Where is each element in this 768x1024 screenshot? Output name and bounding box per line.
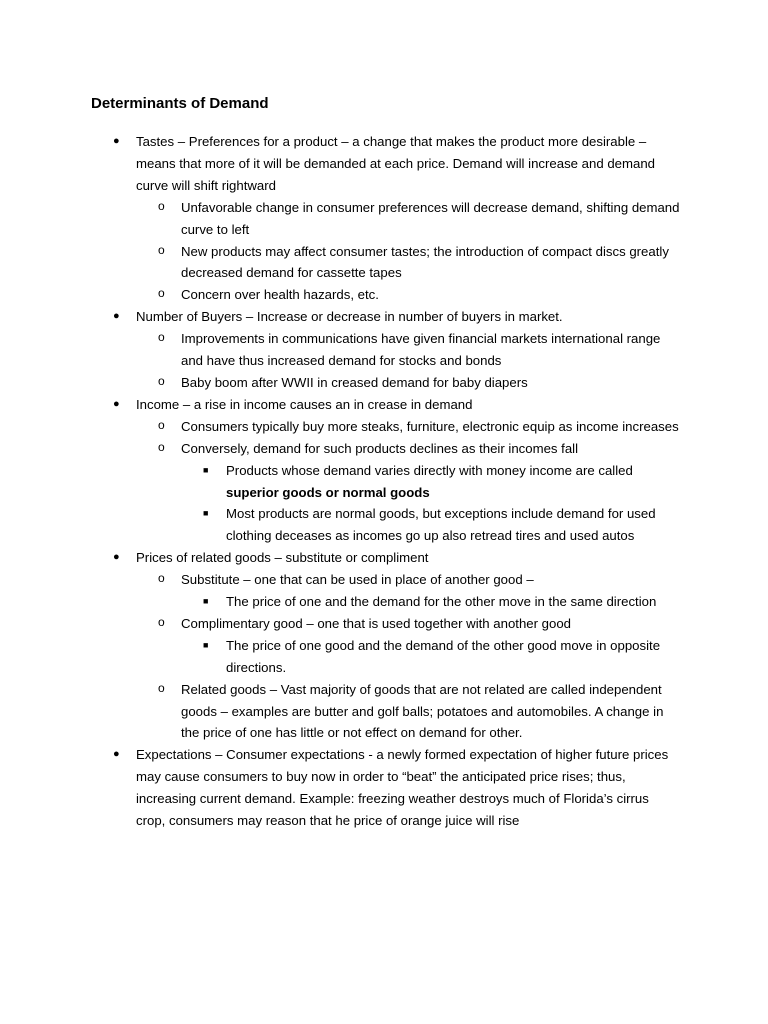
circle-bullet-icon: o bbox=[158, 198, 165, 213]
square-bullet-icon: ■ bbox=[203, 639, 209, 650]
sub-sub-list-item bbox=[203, 503, 681, 547]
sub-list bbox=[158, 197, 681, 307]
bullet-icon: ● bbox=[113, 551, 120, 564]
sub-list-item-text: Baby boom after WWII in creased demand for baby diapers bbox=[181, 374, 528, 390]
bullet-icon: ● bbox=[113, 310, 120, 323]
sub-sub-list-item bbox=[203, 460, 681, 504]
sub-sub-list bbox=[203, 460, 681, 548]
sub-list-item bbox=[158, 613, 681, 679]
sub-sub-list-item bbox=[203, 635, 681, 679]
sub-list-item bbox=[158, 569, 681, 613]
circle-bullet-icon: o bbox=[158, 439, 165, 454]
circle-bullet-icon: o bbox=[158, 417, 165, 432]
sub-sub-list-item-text: Products whose demand varies directly with money income are called superior goods or normal goods bbox=[226, 462, 633, 500]
sub-list-item-text: New products may affect consumer tastes; the introduction of compact discs greatly decreased demand for cassette tapes bbox=[181, 243, 669, 281]
sub-sub-list bbox=[203, 591, 681, 613]
list-item-text: Prices of related goods – substitute or compliment bbox=[136, 550, 429, 566]
sub-sub-list-item-text: Most products are normal goods, but exceptions include demand for used clothing deceases as incomes go up also retread tires and used autos bbox=[226, 506, 656, 544]
sub-list-item bbox=[158, 372, 681, 394]
list-item-text: Income – a rise in income causes an in crease in demand bbox=[136, 396, 473, 412]
list-item-text: Tastes – Preferences for a product – a change that makes the product more desirable – means that more of it will be demanded at each price. Demand will increase and demand curve will shift rightward bbox=[136, 134, 655, 193]
circle-bullet-icon: o bbox=[158, 373, 165, 388]
sub-sub-list-item-text: The price of one and the demand for the other move in the same direction bbox=[226, 594, 657, 610]
sub-list-item bbox=[158, 416, 681, 438]
circle-bullet-icon: o bbox=[158, 286, 165, 301]
sub-list-item bbox=[158, 679, 681, 745]
list-item bbox=[113, 306, 681, 394]
sub-sub-list bbox=[203, 635, 681, 679]
square-bullet-icon: ■ bbox=[203, 508, 209, 519]
sub-list-item bbox=[158, 241, 681, 285]
sub-list-item-text: Substitute – one that can be used in place of another good – bbox=[181, 572, 534, 588]
circle-bullet-icon: o bbox=[158, 571, 165, 586]
list-item-text: Number of Buyers – Increase or decrease in number of buyers in market. bbox=[136, 309, 563, 325]
bullet-list bbox=[113, 131, 681, 832]
sub-list-item bbox=[158, 328, 681, 372]
circle-bullet-icon: o bbox=[158, 680, 165, 695]
square-bullet-icon: ■ bbox=[203, 596, 209, 607]
sub-list-item bbox=[158, 284, 681, 306]
circle-bullet-icon: o bbox=[158, 242, 165, 257]
bullet-icon: ● bbox=[113, 135, 120, 147]
sub-list-item bbox=[158, 197, 681, 241]
sub-list bbox=[158, 328, 681, 394]
sub-list-item-text: Consumers typically buy more steaks, furniture, electronic equip as income increases bbox=[181, 418, 679, 434]
sub-list-item-text: Complimentary good – one that is used together with another good bbox=[181, 615, 572, 631]
page-title: Determinants of Demand bbox=[91, 95, 269, 112]
circle-bullet-icon: o bbox=[158, 614, 165, 629]
bullet-icon: ● bbox=[113, 397, 120, 410]
sub-list bbox=[158, 569, 681, 744]
sub-list-item-text: Unfavorable change in consumer preferences will decrease demand, shifting demand curve to left bbox=[181, 199, 680, 237]
list-item bbox=[113, 744, 681, 832]
square-bullet-icon: ■ bbox=[203, 464, 209, 475]
list-item bbox=[113, 547, 681, 744]
sub-list bbox=[158, 416, 681, 547]
bold-term: superior goods or normal goods bbox=[226, 484, 430, 500]
sub-list-item-text: Improvements in communications have given financial markets international range and have thus increased demand for stocks and bonds bbox=[181, 331, 661, 369]
list-item bbox=[113, 394, 681, 547]
sub-list-item-text: Concern over health hazards, etc. bbox=[181, 287, 379, 303]
circle-bullet-icon: o bbox=[158, 330, 165, 345]
sub-sub-list-item bbox=[203, 591, 681, 613]
list-item-text: Expectations – Consumer expectations - a newly formed expectation of higher future prices may cause consumers to buy now in order to “beat” the anticipated price rises; thus, increasing current demand. Example: freezing weather destroys much of Florida’s cirrus crop, consumers may reason that he price of orange juice will rise bbox=[136, 747, 669, 829]
sub-list-item bbox=[158, 438, 681, 548]
list-item bbox=[113, 131, 681, 306]
sub-list-item-text: Conversely, demand for such products declines as their incomes fall bbox=[181, 440, 579, 456]
sub-sub-list-item-text: The price of one good and the demand of the other good move in opposite directions. bbox=[226, 637, 661, 675]
bullet-icon: ● bbox=[113, 748, 120, 761]
sub-list-item-text: Related goods – Vast majority of goods that are not related are called independent goods – examples are butter and golf balls; potatoes and automobiles. A change in the price of one has little or not effect on demand for other. bbox=[181, 681, 664, 741]
